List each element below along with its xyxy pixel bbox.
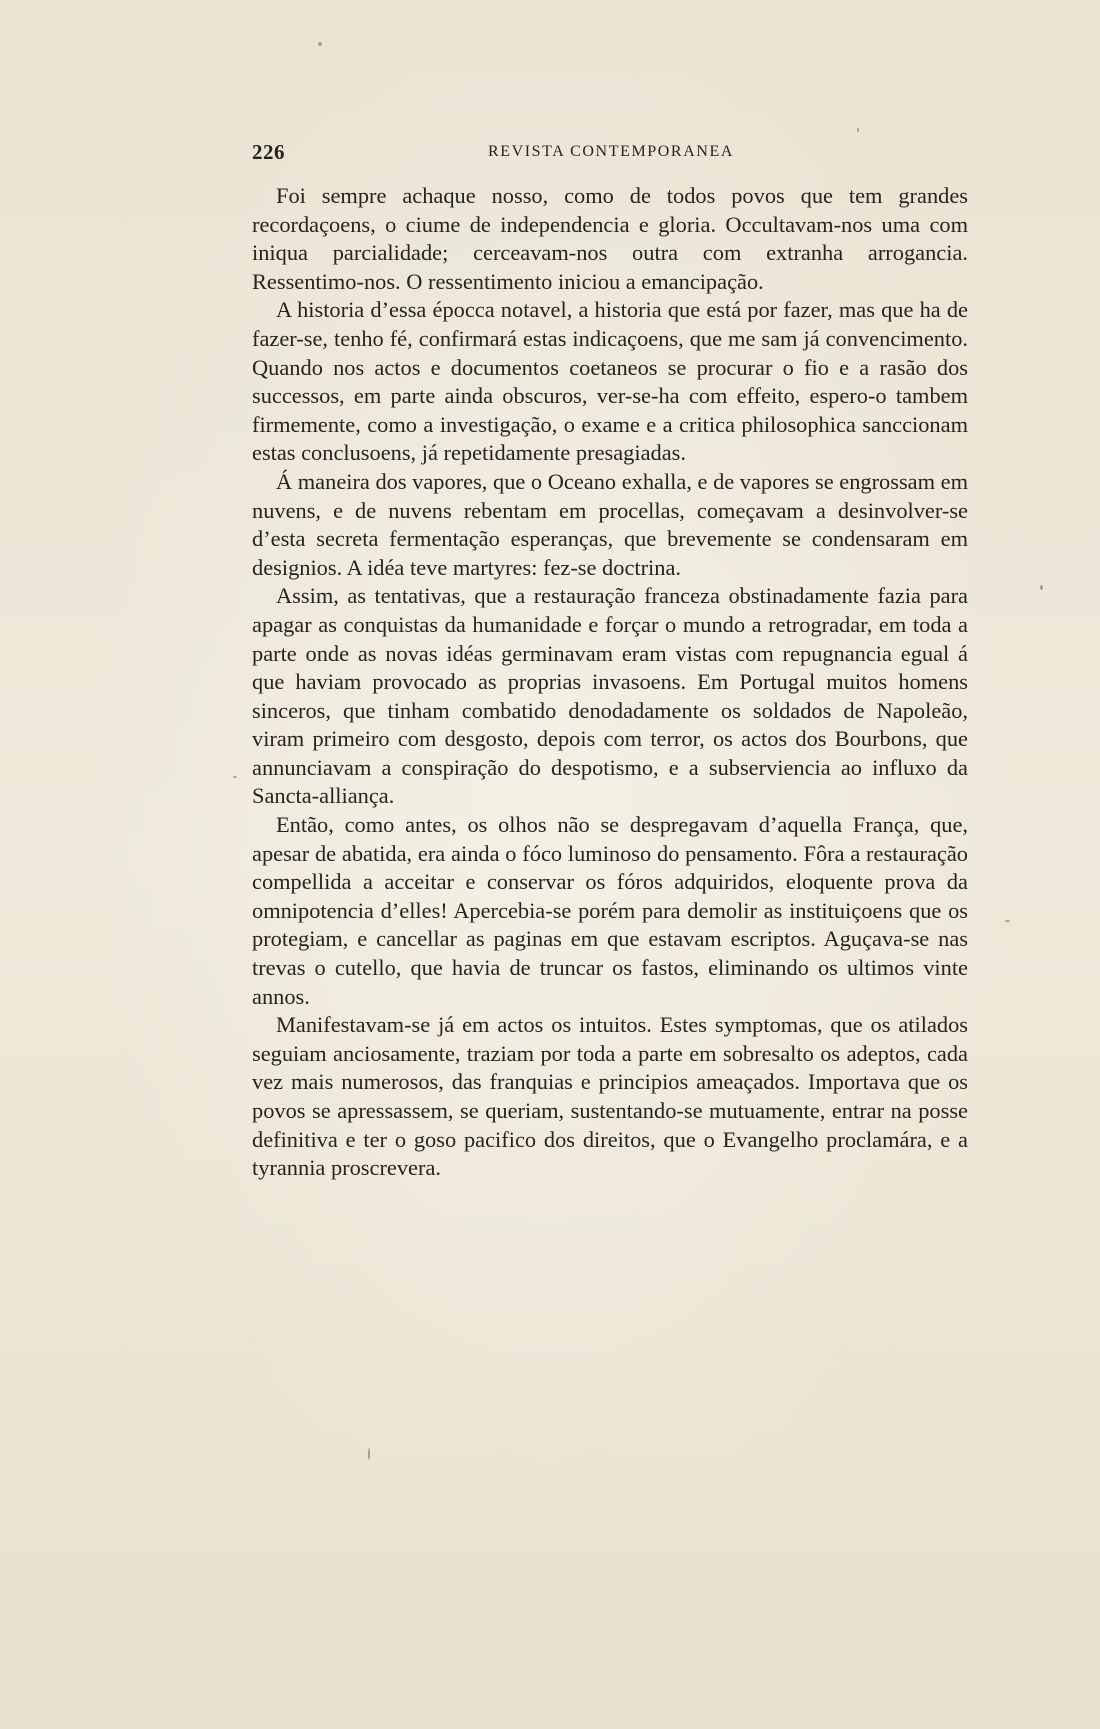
paper-speck (1040, 585, 1043, 590)
running-title: REVISTA CONTEMPORANEA (487, 143, 735, 160)
paper-speck (857, 128, 859, 132)
page-number: 226 (252, 140, 285, 164)
paper-speck (368, 1448, 370, 1460)
paragraph: Manifestavam-se já em actos os intuitos. Estes symptomas, que os atilados seguiam anciosamente, traziam por toda a parte em sobresalto os adeptos, cada vez mais numerosos, das franquias e principios ameaçados. Importava que os povos se apressassem, se queriam, sustentando-se mutuamente, entrar na posse definitiva e ter o goso pacifico dos direitos, que o Evangelho proclamára, e a tyrannia proscrevera. (252, 1012, 968, 1181)
paragraph: A historia d’essa épocca notavel, a historia que está por fazer, mas que ha de fazer-se, tenho fé, confirmará estas indicaçoens, que me sam já convencimento. Quando nos actos e documentos coetaneos se procurar o fio e a rasão dos successos, em parte ainda obscuros, ver-se-ha com effeito, espero-o tambem firmemente, como a investigação, o exame e a critica philosophica sanccionam estas conclusoens, já repetidamente presagiadas. (252, 297, 968, 466)
paper-speck (1005, 920, 1010, 922)
paper-speck (318, 42, 322, 46)
page-header (252, 140, 960, 170)
body-text (252, 182, 968, 1183)
paragraph: Foi sempre achaque nosso, como de todos povos que tem grandes recordaçoens, o ciume de independencia e gloria. Occultavam-nos uma com iniqua parcialidade; cerceavam-nos outra com extranha arrogancia. Ressentimo-nos. O ressentimento iniciou a emancipação. (252, 183, 968, 294)
paragraph: Então, como antes, os olhos não se despregavam d’aquella França, que, apesar de abatida, era ainda o fóco luminoso do pensamento. Fôra a restauração compellida a acceitar e conservar os fóros adquiridos, eloquente prova da omnipotencia d’elles! Apercebia-se porém para demolir as instituiçoens que os protegiam, e cancellar as paginas em que estavam escriptos. Aguçava-se nas trevas o cutello, que havia de truncar os fastos, eliminando os ultimos vinte annos. (252, 812, 968, 1009)
paragraph: Assim, as tentativas, que a restauração franceza obstinadamente fazia para apagar as conquistas da humanidade e forçar o mundo a retrogradar, em toda a parte onde as novas idéas germinavam eram vistas com repugnancia egual á que haviam provocado as proprias invasoens. Em Portugal muitos homens sinceros, que tinham combatido denodadamente os soldados de Napoleão, viram primeiro com desgosto, depois com terror, os actos dos Bourbons, que annunciavam a conspiração do despotismo, e a subserviencia ao influxo da Sancta-alliança. (252, 583, 968, 809)
paragraph: Á maneira dos vapores, que o Oceano exhalla, e de vapores se engrossam em nuvens, e de nuvens rebentam em procellas, começavam a desinvolver-se d’esta secreta fermentação esperanças, que brevemente se condensaram em designios. A idéa teve martyres: fez-se doctrina. (252, 468, 968, 580)
paper-speck (233, 776, 237, 778)
